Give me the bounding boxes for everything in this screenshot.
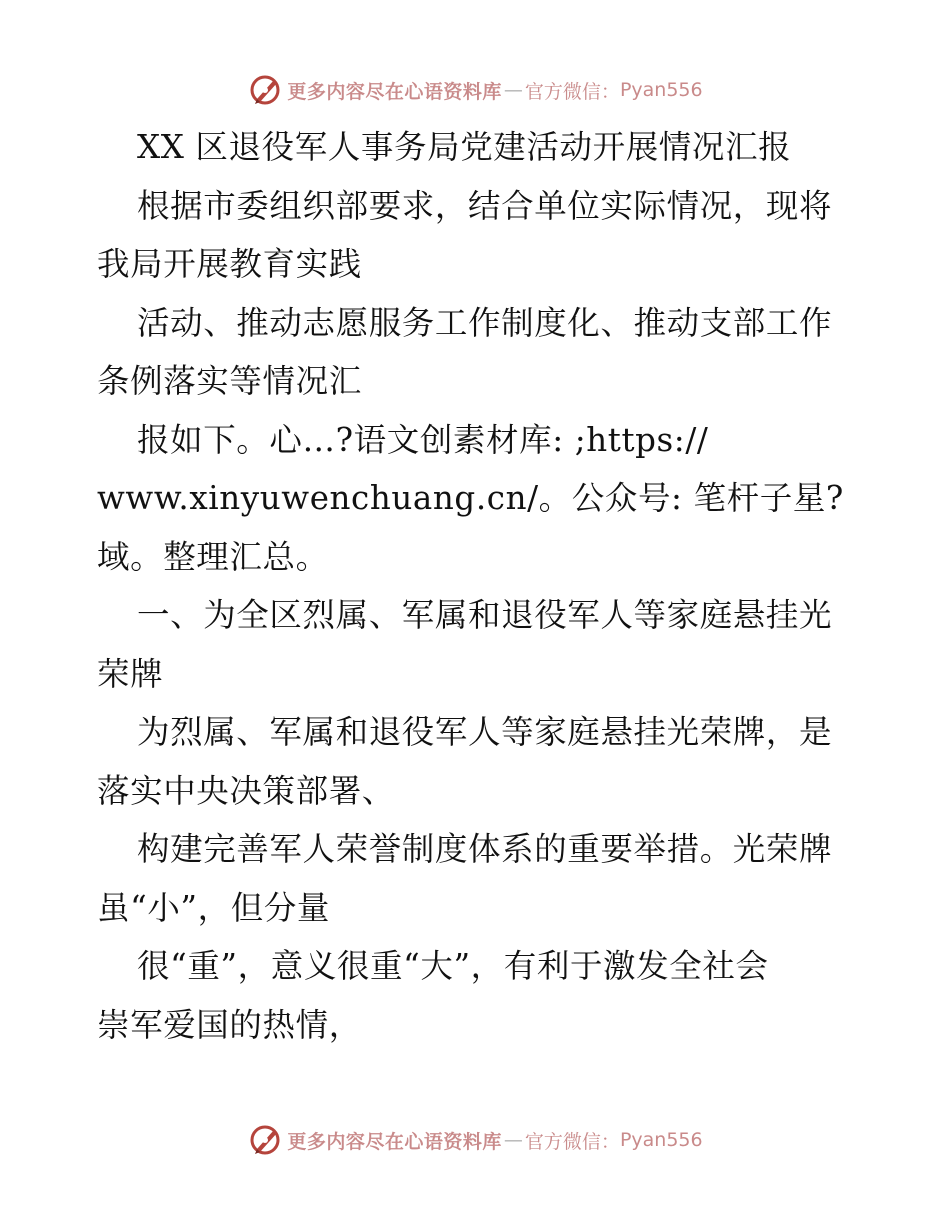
pen-logo-icon bbox=[247, 72, 283, 108]
paragraph-line: 我局开展教育实践 bbox=[97, 245, 362, 283]
banner-separator: — bbox=[503, 79, 523, 101]
document-title: XX 区退役军人事务局党建活动开展情况汇报 bbox=[137, 128, 792, 166]
paragraph-line: 崇军爱国的热情， bbox=[97, 1005, 362, 1044]
paragraph-line: 域。整理汇总。 bbox=[97, 537, 329, 576]
banner-wechat-label: 官方微信： bbox=[524, 1130, 620, 1153]
banner-wechat-label: 官方微信： bbox=[524, 80, 620, 103]
footer-banner bbox=[0, 1120, 950, 1160]
paragraph-line: 条例落实等情况汇 bbox=[97, 362, 362, 400]
pen-logo-icon bbox=[247, 1122, 283, 1158]
banner-separator: — bbox=[503, 1129, 523, 1151]
banner-main-text: 更多内容尽在心语资料库 bbox=[287, 1130, 502, 1153]
paragraph-line: 很“重”，意义很重“大”，有利于激发全社会 bbox=[137, 947, 769, 985]
paragraph-line: 为烈属、军属和退役军人等家庭悬挂光荣牌，是 bbox=[137, 713, 833, 751]
document-body bbox=[97, 125, 857, 1061]
section-heading: 荣牌 bbox=[97, 654, 164, 693]
paragraph-line: 虽“小”，但分量 bbox=[97, 888, 331, 927]
paragraph-line: 活动、推动志愿服务工作制度化、推动支部工作 bbox=[137, 303, 833, 342]
paragraph-line: 根据市委组织部要求，结合单位实际情况，现将 bbox=[137, 186, 833, 225]
banner-main-text: 更多内容尽在心语资料库 bbox=[287, 80, 502, 103]
paragraph-line: www.xinyuwenchuang.cn/。公众号: 笔杆子星? bbox=[97, 479, 844, 517]
banner-wechat-id: Pyan556 bbox=[619, 79, 703, 101]
paragraph-line: 落实中央决策部署、 bbox=[97, 771, 395, 810]
header-banner bbox=[0, 70, 950, 110]
section-heading: 一、为全区烈属、军属和退役军人等家庭悬挂光 bbox=[137, 596, 833, 634]
banner-wechat-id: Pyan556 bbox=[619, 1129, 703, 1151]
paragraph-line: 构建完善军人荣誉制度体系的重要举措。光荣牌 bbox=[137, 830, 833, 868]
paragraph-line: 报如下。心…?语文创素材库: ;https:// bbox=[137, 420, 709, 459]
